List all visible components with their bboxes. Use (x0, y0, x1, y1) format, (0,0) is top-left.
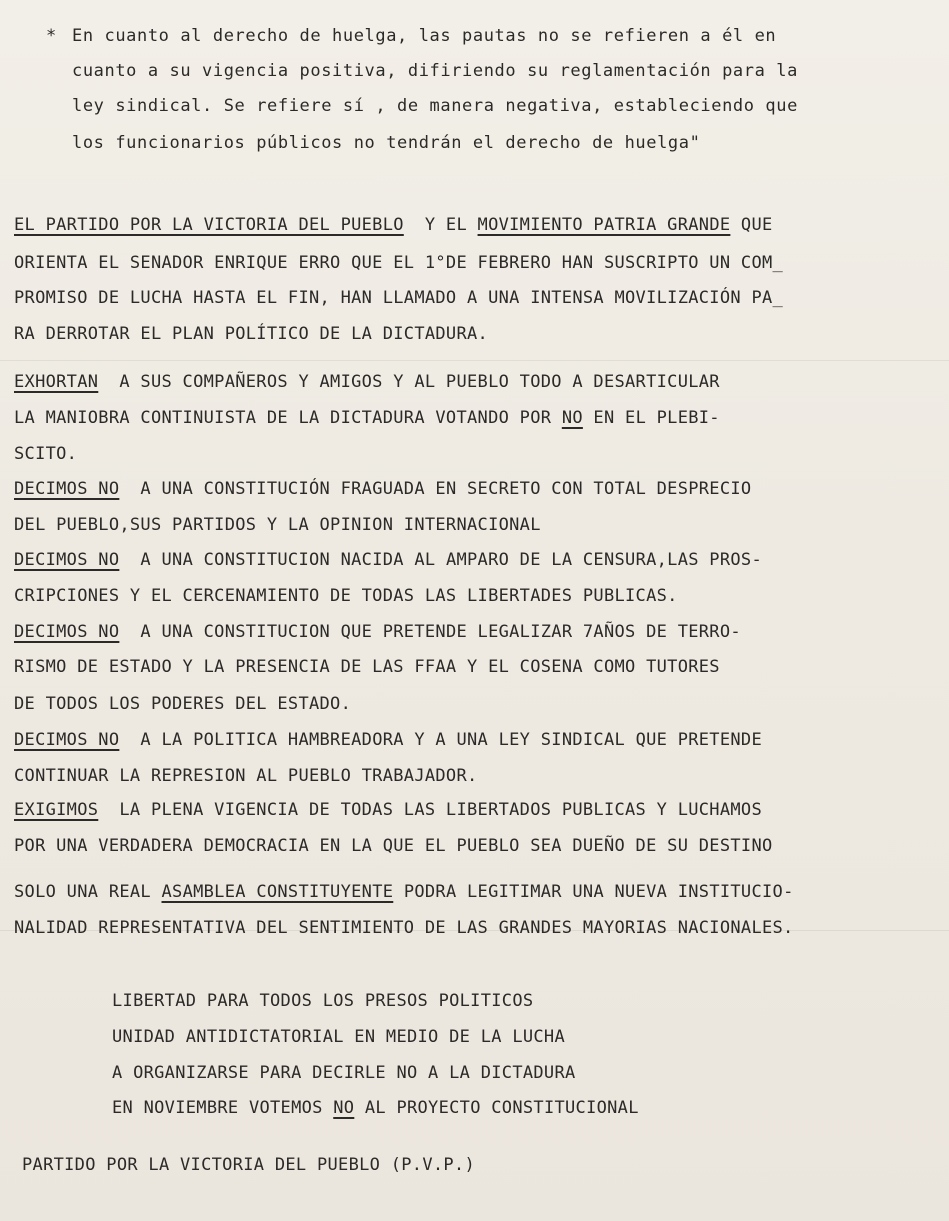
decimos-line: CONTINUAR LA REPRESION AL PUEBLO TRABAJADOR. (14, 766, 478, 786)
org-name-pvp: EL PARTIDO POR LA VICTORIA DEL PUEBLO (14, 215, 404, 235)
text-span: A LA POLITICA HAMBREADORA Y A UNA LEY SINDICAL QUE PRETENDE (119, 730, 762, 750)
text-span: QUE (730, 215, 773, 235)
exhortan-line (14, 408, 720, 428)
decimos-line (14, 479, 751, 499)
signature: PARTIDO POR LA VICTORIA DEL PUEBLO (P.V.P.) (22, 1155, 475, 1175)
exhortan-keyword: EXHORTAN (14, 372, 99, 392)
decimos-line (14, 622, 741, 642)
text-span: A UNA CONSTITUCION QUE PRETENDE LEGALIZAR 7AÑOS DE TERRO- (119, 622, 741, 642)
paper-fold-line (0, 360, 949, 361)
exhortan-line (14, 372, 720, 392)
decimos-line: RISMO DE ESTADO Y LA PRESENCIA DE LAS FFAA Y EL COSENA COMO TUTORES (14, 657, 720, 677)
exigimos-line (14, 800, 762, 820)
decimos-no-keyword: DECIMOS NO (14, 550, 120, 570)
slogan-line: A ORGANIZARSE PARA DECIRLE NO A LA DICTADURA (112, 1063, 576, 1083)
text-span: EN NOVIEMBRE VOTEMOS (112, 1098, 334, 1118)
decimos-line: CRIPCIONES Y EL CERCENAMIENTO DE TODAS LAS LIBERTADES PUBLICAS. (14, 586, 678, 606)
decimos-no-keyword: DECIMOS NO (14, 622, 120, 642)
intro-line (14, 215, 773, 235)
no-emphasis: NO (333, 1098, 355, 1118)
quote-line: ley sindical. Se refiere sí , de manera negativa, estableciendo que (72, 96, 798, 116)
text-span: SOLO UNA REAL (14, 882, 162, 902)
intro-line: PROMISO DE LUCHA HASTA EL FIN, HAN LLAMADO A UNA INTENSA MOVILIZACIÓN PA_ (14, 288, 784, 308)
quote-line: los funcionarios públicos no tendrán el derecho de huelga" (72, 133, 701, 153)
org-name-patria-grande: MOVIMIENTO PATRIA GRANDE (477, 215, 731, 235)
decimos-line: DEL PUEBLO,SUS PARTIDOS Y LA OPINION INTERNACIONAL (14, 515, 541, 535)
exigimos-keyword: EXIGIMOS (14, 800, 99, 820)
intro-line: ORIENTA EL SENADOR ENRIQUE ERRO QUE EL 1°DE FEBRERO HAN SUSCRIPTO UN COM_ (14, 253, 784, 273)
slogan-line (112, 1098, 639, 1118)
text-span: Y EL (403, 215, 478, 235)
asamblea-line: NALIDAD REPRESENTATIVA DEL SENTIMIENTO DE LAS GRANDES MAYORIAS NACIONALES. (14, 918, 794, 938)
exhortan-line: SCITO. (14, 444, 78, 464)
asamblea-line (14, 882, 794, 902)
exigimos-line: POR UNA VERDADERA DEMOCRACIA EN LA QUE EL PUEBLO SEA DUEÑO DE SU DESTINO (14, 836, 773, 856)
text-span: LA MANIOBRA CONTINUISTA DE LA DICTADURA VOTANDO POR (14, 408, 562, 428)
slogan-line: UNIDAD ANTIDICTATORIAL EN MEDIO DE LA LUCHA (112, 1027, 565, 1047)
quote-line: cuanto a su vigencia positiva, difiriendo su reglamentación para la (72, 61, 798, 81)
decimos-no-keyword: DECIMOS NO (14, 479, 120, 499)
decimos-line (14, 550, 762, 570)
decimos-line: DE TODOS LOS PODERES DEL ESTADO. (14, 694, 352, 714)
slogan-line: LIBERTAD PARA TODOS LOS PRESOS POLITICOS (112, 991, 534, 1011)
text-span: AL PROYECTO CONSTITUCIONAL (354, 1098, 639, 1118)
text-span: EN EL PLEBI- (582, 408, 720, 428)
decimos-no-keyword: DECIMOS NO (14, 730, 120, 750)
quote-line: En cuanto al derecho de huelga, las pautas no se refieren a él en (72, 26, 777, 46)
no-emphasis: NO (561, 408, 583, 428)
intro-line: RA DERROTAR EL PLAN POLÍTICO DE LA DICTADURA. (14, 324, 489, 344)
text-span: A UNA CONSTITUCIÓN FRAGUADA EN SECRETO CON TOTAL DESPRECIO (119, 479, 752, 499)
text-span: PODRA LEGITIMAR UNA NUEVA INSTITUCIO- (393, 882, 794, 902)
decimos-line (14, 730, 762, 750)
text-span: A SUS COMPAÑEROS Y AMIGOS Y AL PUEBLO TODO A DESARTICULAR (98, 372, 720, 392)
asamblea-keyword: ASAMBLEA CONSTITUYENTE (161, 882, 394, 902)
text-span: A UNA CONSTITUCION NACIDA AL AMPARO DE LA CENSURA,LAS PROS- (119, 550, 762, 570)
quote-bullet: * (46, 26, 57, 46)
text-span: LA PLENA VIGENCIA DE TODAS LAS LIBERTADOS PUBLICAS Y LUCHAMOS (98, 800, 762, 820)
